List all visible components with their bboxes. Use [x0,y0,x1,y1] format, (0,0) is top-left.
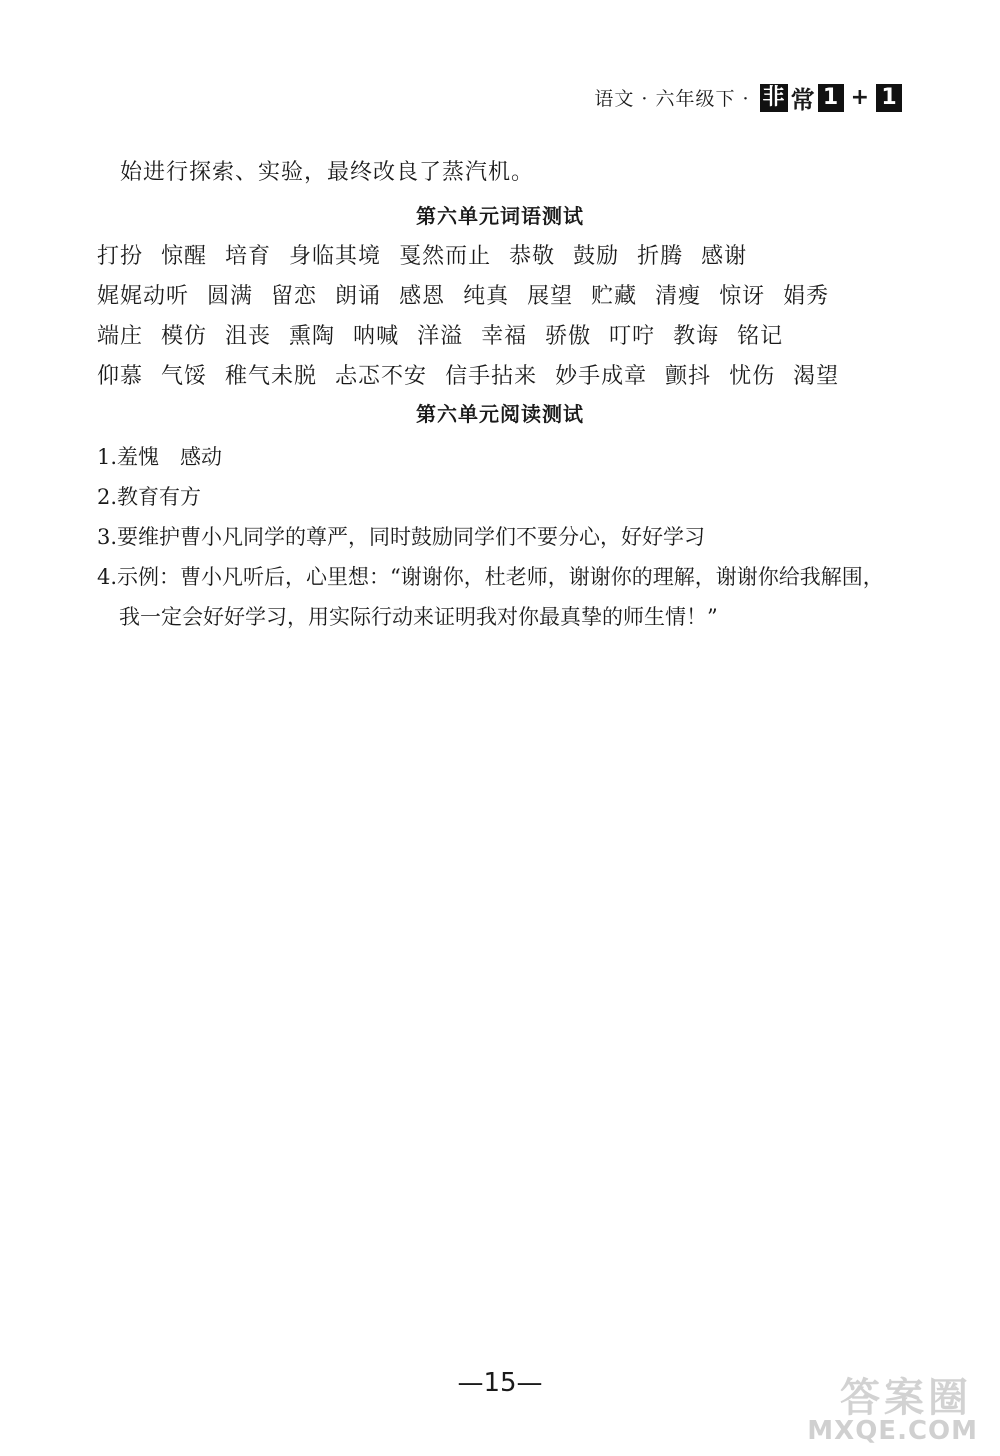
vocab-word: 培育 [225,244,272,269]
vocab-word: 纯真 [463,284,510,309]
vocab-row [97,357,917,397]
watermark-en: MXQE.COM [807,1416,978,1446]
vocab-list [97,237,917,397]
vocab-word: 渴望 [793,364,840,389]
vocab-word: 颤抖 [665,364,712,389]
vocab-word: 端庄 [97,324,144,349]
vocab-word: 熏陶 [289,324,336,349]
vocab-word: 戛然而止 [399,244,492,269]
vocab-word: 妙手成章 [555,364,648,389]
vocab-word: 呐喊 [353,324,400,349]
vocab-word: 鼓励 [573,244,620,269]
vocab-word: 幸福 [481,324,528,349]
vocab-word: 气馁 [161,364,208,389]
vocab-word: 打扮 [97,244,144,269]
intro-line: 始进行探索、实验，最终改良了蒸汽机。 [120,160,535,185]
watermark-cn: 答案圈 [840,1375,972,1421]
reading-answers [97,437,917,637]
brand-plus: + [850,85,869,110]
vocab-word: 惊讶 [719,284,766,309]
brand-chang: 常 [790,86,815,114]
page-header [594,80,902,115]
vocab-word: 稚气未脱 [225,364,318,389]
vocab-word: 娟秀 [783,284,830,309]
vocab-word: 娓娓动听 [97,284,190,309]
answer-4: 4.示例：曹小凡听后，心里想：“谢谢你，杜老师，谢谢你的理解，谢谢你给我解围， [97,565,884,589]
vocab-word: 朗诵 [335,284,382,309]
vocab-word: 展望 [527,284,574,309]
brand-logo [760,80,902,115]
answer-4-continued: 我一定会好好学习，用实际行动来证明我对你最真挚的师生情！” [119,605,718,629]
brand-one-b: 1 [876,84,902,112]
vocab-word: 忧伤 [729,364,776,389]
vocab-section-title: 第六单元词语测试 [416,204,584,228]
vocab-word: 教诲 [673,324,720,349]
vocab-row [97,317,917,357]
reading-section-title: 第六单元阅读测试 [416,402,584,426]
vocab-word: 感恩 [399,284,446,309]
vocab-word: 身临其境 [289,244,382,269]
page-number: —15— [457,1368,543,1398]
answer-3: 3.要维护曹小凡同学的尊严，同时鼓励同学们不要分心，好好学习 [97,525,706,549]
vocab-word: 洋溢 [417,324,464,349]
vocab-word: 惊醒 [161,244,208,269]
vocab-word: 仰慕 [97,364,144,389]
vocab-row [97,277,917,317]
vocab-word: 清瘦 [655,284,702,309]
vocab-word: 留恋 [271,284,318,309]
vocab-word: 骄傲 [545,324,592,349]
vocab-word: 忐忑不安 [335,364,428,389]
answer-2: 2.教育有方 [97,485,202,509]
vocab-word: 叮咛 [609,324,656,349]
vocab-word: 铭记 [737,324,784,349]
brand-fei: 非 [760,84,788,112]
vocab-word: 信手拈来 [445,364,538,389]
vocab-word: 感谢 [701,244,748,269]
vocab-row [97,237,917,277]
vocab-word: 圆满 [207,284,254,309]
brand-one-a: 1 [818,84,844,112]
header-subject: 语文 · 六年级下 · [594,88,750,110]
vocab-word: 恭敬 [509,244,556,269]
vocab-word: 贮藏 [591,284,638,309]
watermark-logo [742,1366,982,1446]
vocab-word: 折腾 [637,244,684,269]
vocab-word: 沮丧 [225,324,272,349]
answer-1: 1.羞愧 感动 [97,445,223,469]
vocab-word: 模仿 [161,324,208,349]
